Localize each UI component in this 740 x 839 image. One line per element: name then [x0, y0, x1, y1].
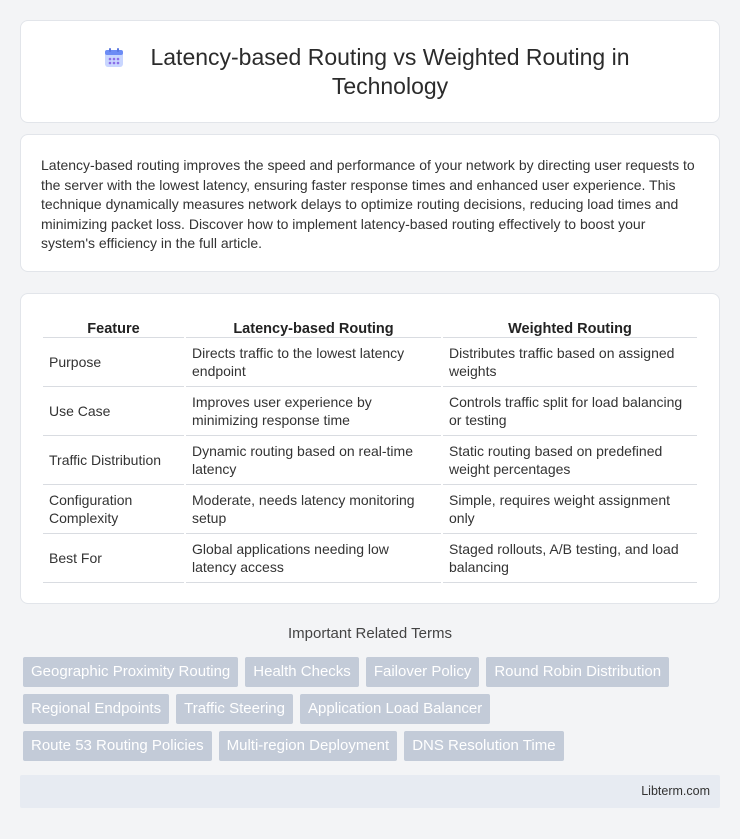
table-row — [43, 534, 697, 583]
weighted-cell: Simple, requires weight assignment only — [443, 485, 697, 534]
weighted-cell: Static routing based on predefined weight percentages — [443, 436, 697, 485]
comparison-card — [20, 293, 720, 604]
related-term-tag[interactable]: Traffic Steering — [176, 694, 293, 724]
footer-site-link[interactable]: Libterm.com — [641, 784, 710, 798]
related-term-tag[interactable]: Geographic Proximity Routing — [23, 657, 238, 687]
related-terms-heading: Important Related Terms — [288, 625, 452, 642]
table-header-row — [43, 316, 697, 338]
related-term-tag[interactable]: Health Checks — [245, 657, 359, 687]
intro-card — [20, 134, 720, 272]
related-term-tag[interactable]: Application Load Balancer — [300, 694, 490, 724]
intro-paragraph: Latency-based routing improves the speed and performance of your network by directing user requests to the server with the lowest latency, ensuring faster response times and enhanced user experience. This technique dynamically measures network delays to optimize routing decisions, reducing load times and minimizing packet loss. Discover how to implement latency-based routing effectively to boost your system's efficiency in the full article. — [41, 157, 695, 251]
table-row — [43, 436, 697, 485]
feature-cell: Traffic Distribution — [43, 436, 184, 485]
title-card — [20, 20, 720, 123]
comparison-table — [41, 316, 699, 583]
latency-cell: Directs traffic to the lowest latency endpoint — [186, 338, 441, 387]
weighted-cell: Distributes traffic based on assigned weights — [443, 338, 697, 387]
related-term-tag[interactable]: Regional Endpoints — [23, 694, 169, 724]
table-row — [43, 485, 697, 534]
latency-cell: Moderate, needs latency monitoring setup — [186, 485, 441, 534]
feature-cell: Best For — [43, 534, 184, 583]
tag-row — [23, 694, 713, 724]
latency-cell: Improves user experience by minimizing response time — [186, 387, 441, 436]
header-weighted: Weighted Routing — [443, 316, 697, 338]
header-latency: Latency-based Routing — [186, 316, 441, 338]
feature-cell: Use Case — [43, 387, 184, 436]
footer — [20, 775, 720, 808]
weighted-cell: Controls traffic split for load balancing or testing — [443, 387, 697, 436]
related-term-tag[interactable]: Failover Policy — [366, 657, 480, 687]
related-term-tag[interactable]: DNS Resolution Time — [404, 731, 563, 761]
header-feature: Feature — [43, 316, 184, 338]
latency-cell: Dynamic routing based on real-time latency — [186, 436, 441, 485]
related-term-tag[interactable]: Round Robin Distribution — [486, 657, 669, 687]
feature-cell: Configuration Complexity — [43, 485, 184, 534]
latency-cell: Global applications needing low latency access — [186, 534, 441, 583]
related-terms — [23, 657, 713, 768]
related-term-tag[interactable]: Multi-region Deployment — [219, 731, 398, 761]
tag-row — [23, 731, 713, 761]
table-row — [43, 387, 697, 436]
table-row — [43, 338, 697, 387]
feature-cell: Purpose — [43, 338, 184, 387]
related-term-tag[interactable]: Route 53 Routing Policies — [23, 731, 212, 761]
weighted-cell: Staged rollouts, A/B testing, and load balancing — [443, 534, 697, 583]
tag-row — [23, 657, 713, 687]
page-title: Latency-based Routing vs Weighted Routing in Technology — [150, 44, 630, 99]
